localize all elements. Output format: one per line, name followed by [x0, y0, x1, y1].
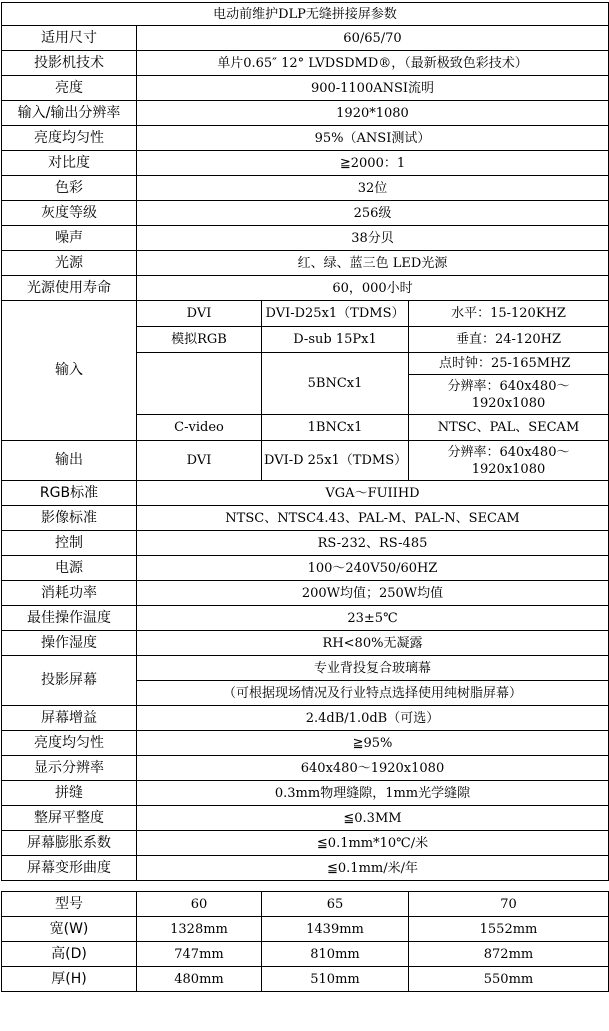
input-rgb-port: D-sub 15Px1 — [262, 327, 409, 353]
spec-label: 输入/输出分辨率 — [2, 101, 137, 126]
input-bnc-type-blank — [137, 353, 262, 415]
input-bnc-clock: 点时钟：25-165MHZ — [409, 353, 609, 375]
model-header-65: 65 — [262, 892, 409, 917]
table-spacer — [2, 881, 609, 892]
spec-label: 光源使用寿命 — [2, 276, 137, 301]
spec-value: 38分贝 — [137, 226, 609, 251]
spec-value: ≧95% — [137, 731, 609, 756]
input-dvi-port: DVI-D25x1（TDMS） — [262, 301, 409, 327]
input-cvideo-port: 1BNCx1 — [262, 415, 409, 441]
spec-label: 控制 — [2, 531, 137, 556]
input-rgb-spec: 垂直：24-120HZ — [409, 327, 609, 353]
input-bnc-resolution: 分辨率：640x480～1920x1080 — [409, 375, 609, 415]
model-cell: 510mm — [262, 967, 409, 992]
spec-label: 亮度均匀性 — [2, 731, 137, 756]
spec-value: RH<80%无凝露 — [137, 631, 609, 656]
input-cvideo-type: C-video — [137, 415, 262, 441]
input-dvi-spec: 水平：15-120KHZ — [409, 301, 609, 327]
model-header-70: 70 — [409, 892, 609, 917]
spec-value: 60，000小时 — [137, 276, 609, 301]
spec-value: ≧2000：1 — [137, 151, 609, 176]
spec-label: 适用尺寸 — [2, 26, 137, 51]
spec-label: 操作湿度 — [2, 631, 137, 656]
spec-value: VGA～FUIIHD — [137, 481, 609, 506]
screen-label: 投影屏幕 — [2, 656, 137, 706]
input-bnc-port: 5BNCx1 — [262, 353, 409, 415]
spec-value: 0.3mm物理缝隙，1mm光学缝隙 — [137, 781, 609, 806]
model-cell: 810mm — [262, 942, 409, 967]
input-rgb-type: 模拟RGB — [137, 327, 262, 353]
model-cell: 1552mm — [409, 917, 609, 942]
spec-value: 256级 — [137, 201, 609, 226]
model-header-60: 60 — [137, 892, 262, 917]
screen-line2: （可根据现场情况及行业特点选择使用纯树脂屏幕） — [137, 681, 609, 706]
model-row-label: 高(D) — [2, 942, 137, 967]
spec-value: 2.4dB/1.0dB（可选） — [137, 706, 609, 731]
spec-table — [1, 2, 609, 992]
spec-value: 900-1100ANSI流明 — [137, 76, 609, 101]
spec-value: 60/65/70 — [137, 26, 609, 51]
spec-label: 光源 — [2, 251, 137, 276]
spec-value: 32位 — [137, 176, 609, 201]
spec-label: 显示分辨率 — [2, 756, 137, 781]
output-type: DVI — [137, 441, 262, 481]
table-title: 电动前维护DLP无缝拼接屏参数 — [2, 3, 609, 26]
output-spec: 分辨率：640x480～1920x1080 — [409, 441, 609, 481]
spec-label: 拼缝 — [2, 781, 137, 806]
spec-label: 亮度 — [2, 76, 137, 101]
spec-label: 亮度均匀性 — [2, 126, 137, 151]
model-cell: 747mm — [137, 942, 262, 967]
spec-value: 红、绿、蓝三色 LED光源 — [137, 251, 609, 276]
spec-label: 消耗功率 — [2, 581, 137, 606]
spec-label: 色彩 — [2, 176, 137, 201]
spec-value: NTSC、NTSC4.43、PAL-M、PAL-N、SECAM — [137, 506, 609, 531]
model-cell: 872mm — [409, 942, 609, 967]
input-cvideo-spec: NTSC、PAL、SECAM — [409, 415, 609, 441]
input-label: 输入 — [2, 301, 137, 441]
spec-value: 95%（ANSI测试） — [137, 126, 609, 151]
spec-label: 影像标准 — [2, 506, 137, 531]
model-header-label: 型号 — [2, 892, 137, 917]
spec-value: 单片0.65″ 12° LVDSDMD®，（最新极致色彩技术） — [137, 51, 609, 76]
spec-label: 整屏平整度 — [2, 806, 137, 831]
model-cell: 1439mm — [262, 917, 409, 942]
spec-value: RS-232、RS-485 — [137, 531, 609, 556]
spec-value: 23±5℃ — [137, 606, 609, 631]
output-label: 输出 — [2, 441, 137, 481]
spec-value: 640x480～1920x1080 — [137, 756, 609, 781]
model-cell: 1328mm — [137, 917, 262, 942]
model-row-label: 厚(H) — [2, 967, 137, 992]
model-cell: 480mm — [137, 967, 262, 992]
spec-label: 电源 — [2, 556, 137, 581]
spec-value: ≦0.1mm/米/年 — [137, 856, 609, 881]
spec-label: RGB标准 — [2, 481, 137, 506]
spec-label: 对比度 — [2, 151, 137, 176]
screen-line1: 专业背投复合玻璃幕 — [137, 656, 609, 681]
model-cell: 550mm — [409, 967, 609, 992]
spec-label: 屏幕增益 — [2, 706, 137, 731]
model-row-label: 宽(W) — [2, 917, 137, 942]
input-dvi-type: DVI — [137, 301, 262, 327]
spec-label: 投影机技术 — [2, 51, 137, 76]
spec-value: ≦0.3MM — [137, 806, 609, 831]
spec-value: 100～240V50/60HZ — [137, 556, 609, 581]
output-port: DVI-D 25x1（TDMS） — [262, 441, 409, 481]
spec-value: ≦0.1mm*10℃/米 — [137, 831, 609, 856]
spec-label: 最佳操作温度 — [2, 606, 137, 631]
spec-value: 1920*1080 — [137, 101, 609, 126]
spec-value: 200W均值；250W均值 — [137, 581, 609, 606]
spec-label: 灰度等级 — [2, 201, 137, 226]
spec-label: 屏幕变形曲度 — [2, 856, 137, 881]
spec-label: 屏幕膨胀系数 — [2, 831, 137, 856]
spec-label: 噪声 — [2, 226, 137, 251]
